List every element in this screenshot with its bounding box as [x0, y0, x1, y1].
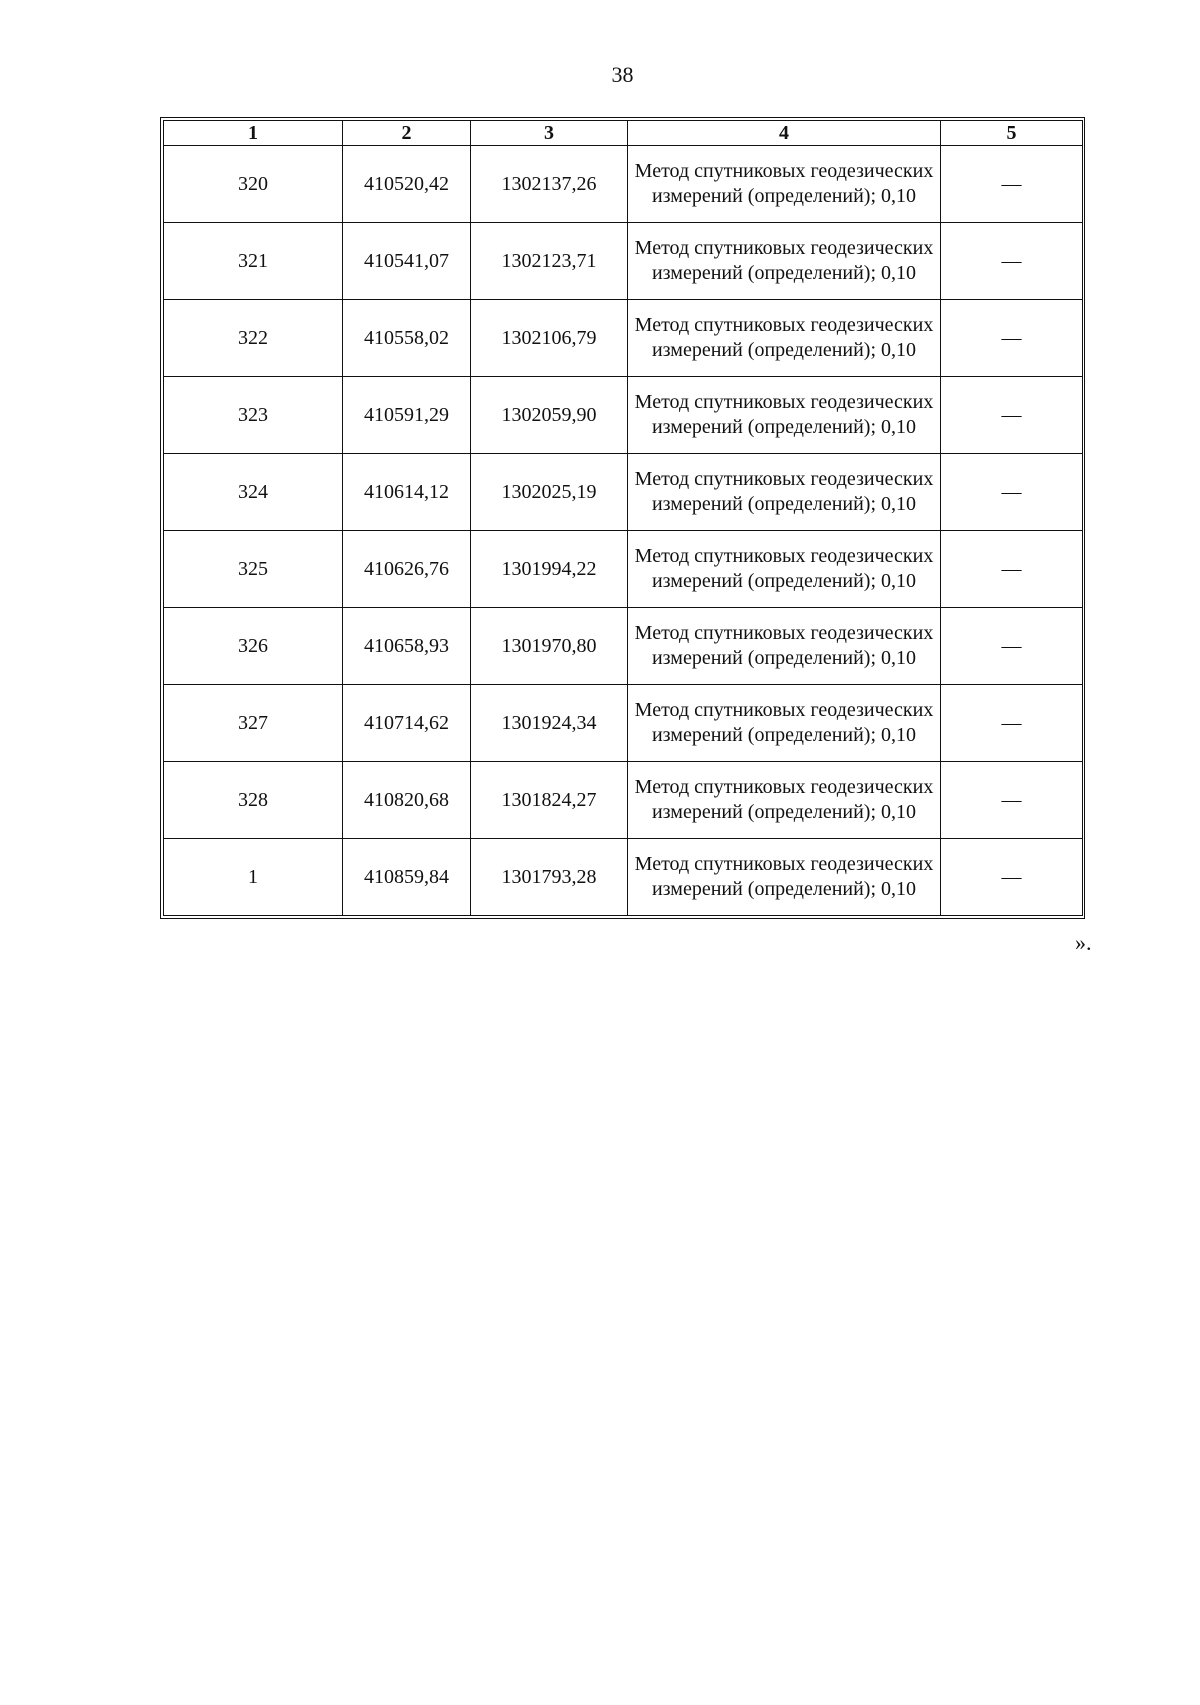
coordinate-x: 410820,68: [343, 762, 471, 839]
table-row: [164, 839, 1083, 916]
table-row: [164, 685, 1083, 762]
closing-quote-mark: ».: [1075, 930, 1092, 955]
coordinate-x: 410541,07: [343, 223, 471, 300]
table-row: [164, 762, 1083, 839]
point-number: 327: [164, 685, 343, 762]
method-accuracy: Метод спутниковых геодезических измерений (определений); 0,10: [628, 839, 941, 916]
method-accuracy: Метод спутниковых геодезических измерений (определений); 0,10: [628, 146, 941, 223]
table-row: [164, 531, 1083, 608]
point-number: 320: [164, 146, 343, 223]
coordinate-y: 1302106,79: [471, 300, 628, 377]
coordinate-y: 1302025,19: [471, 454, 628, 531]
method-accuracy: Метод спутниковых геодезических измерений (определений); 0,10: [628, 223, 941, 300]
table-header-row: [164, 121, 1083, 146]
point-description: —: [941, 608, 1083, 685]
coordinate-y: 1301970,80: [471, 608, 628, 685]
header-col-4: 4: [628, 121, 941, 146]
header-col-3: 3: [471, 121, 628, 146]
point-description: —: [941, 685, 1083, 762]
coordinate-x: 410558,02: [343, 300, 471, 377]
method-accuracy: Метод спутниковых геодезических измерений (определений); 0,10: [628, 685, 941, 762]
point-number: 1: [164, 839, 343, 916]
point-number: 326: [164, 608, 343, 685]
point-number: 321: [164, 223, 343, 300]
coordinate-y: 1301994,22: [471, 531, 628, 608]
method-accuracy: Метод спутниковых геодезических измерений (определений); 0,10: [628, 608, 941, 685]
coordinate-x: 410520,42: [343, 146, 471, 223]
coordinate-y: 1301793,28: [471, 839, 628, 916]
coordinate-y: 1301924,34: [471, 685, 628, 762]
coordinates-table: [163, 120, 1083, 916]
point-description: —: [941, 377, 1083, 454]
point-description: —: [941, 454, 1083, 531]
point-number: 322: [164, 300, 343, 377]
table-row: [164, 223, 1083, 300]
coordinate-y: 1301824,27: [471, 762, 628, 839]
method-accuracy: Метод спутниковых геодезических измерений (определений); 0,10: [628, 762, 941, 839]
coordinate-y: 1302059,90: [471, 377, 628, 454]
coordinate-x: 410626,76: [343, 531, 471, 608]
method-accuracy: Метод спутниковых геодезических измерений (определений); 0,10: [628, 531, 941, 608]
method-accuracy: Метод спутниковых геодезических измерений (определений); 0,10: [628, 377, 941, 454]
coordinate-y: 1302137,26: [471, 146, 628, 223]
coordinate-x: 410614,12: [343, 454, 471, 531]
point-number: 323: [164, 377, 343, 454]
method-accuracy: Метод спутниковых геодезических измерений (определений); 0,10: [628, 454, 941, 531]
header-col-5: 5: [941, 121, 1083, 146]
table-row: [164, 300, 1083, 377]
page-number: 38: [611, 62, 634, 87]
coordinates-table-frame: [160, 117, 1085, 919]
point-number: 325: [164, 531, 343, 608]
header-col-2: 2: [343, 121, 471, 146]
coordinate-x: 410658,93: [343, 608, 471, 685]
point-number: 324: [164, 454, 343, 531]
point-description: —: [941, 839, 1083, 916]
header-col-1: 1: [164, 121, 343, 146]
table-row: [164, 454, 1083, 531]
table-row: [164, 608, 1083, 685]
method-accuracy: Метод спутниковых геодезических измерений (определений); 0,10: [628, 300, 941, 377]
coordinate-x: 410591,29: [343, 377, 471, 454]
table-row: [164, 377, 1083, 454]
point-description: —: [941, 146, 1083, 223]
coordinate-y: 1302123,71: [471, 223, 628, 300]
point-description: —: [941, 223, 1083, 300]
coordinate-x: 410714,62: [343, 685, 471, 762]
point-description: —: [941, 531, 1083, 608]
point-description: —: [941, 300, 1083, 377]
coordinate-x: 410859,84: [343, 839, 471, 916]
table-row: [164, 146, 1083, 223]
point-description: —: [941, 762, 1083, 839]
point-number: 328: [164, 762, 343, 839]
